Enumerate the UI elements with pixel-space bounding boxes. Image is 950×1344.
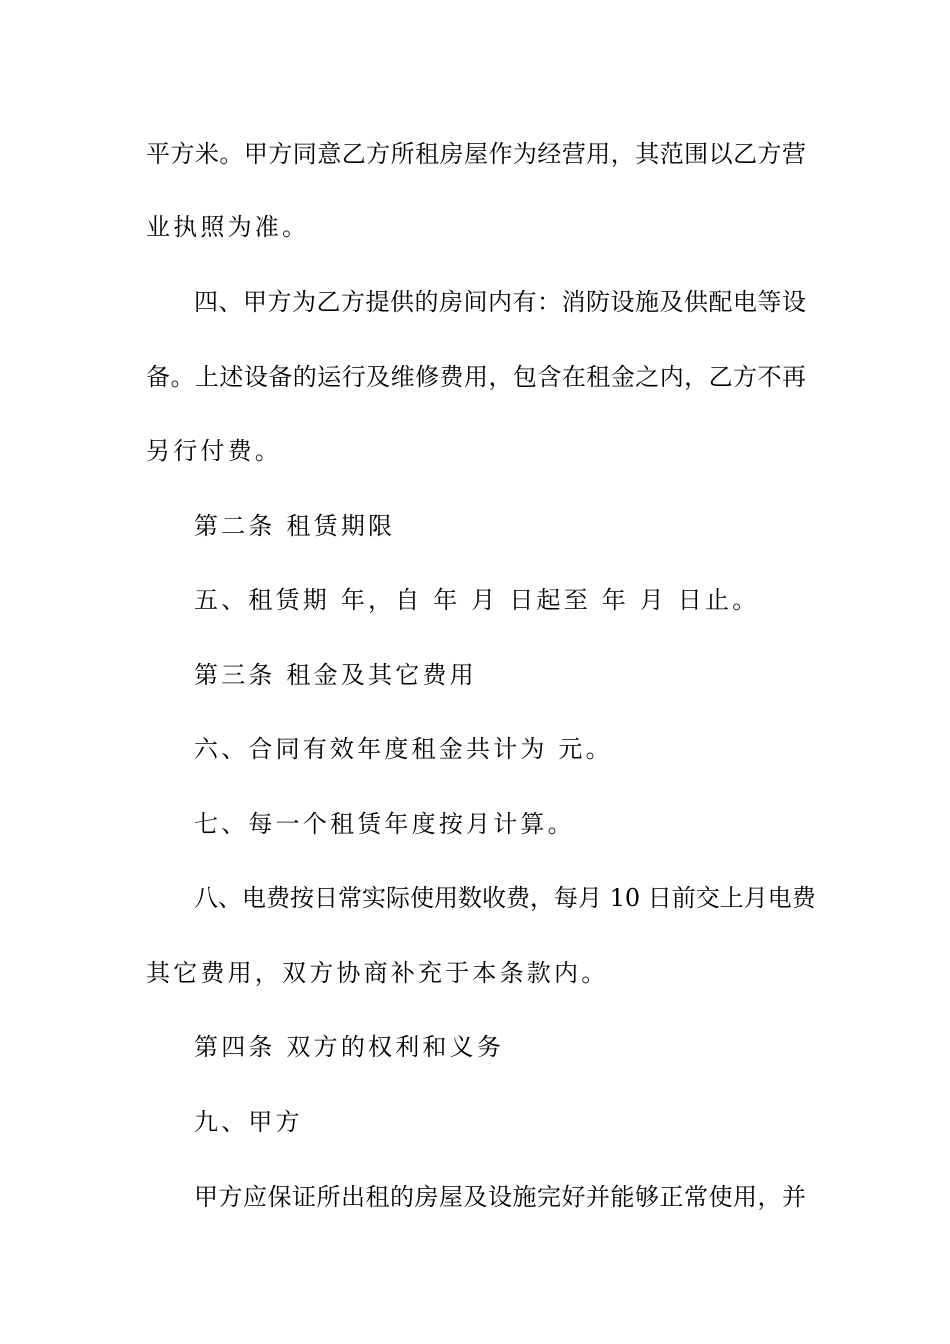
paragraph-line: 另行付费。 [146, 437, 282, 465]
clause-nine-heading: 九、甲方 [194, 1108, 303, 1136]
paragraph-line: 业执照为准。 [146, 213, 310, 241]
paragraph-line: 备。上述设备的运行及维修费用，包含在租金之内，乙方不再 [146, 363, 806, 391]
clause-five-line: 五、租赁期 年，自 年 月 日起至 年 月 日止。 [194, 586, 760, 614]
article-four-heading: 第四条 双方的权利和义务 [194, 1033, 505, 1061]
paragraph-line: 其它费用，双方协商补充于本条款内。 [146, 959, 609, 987]
clause-six-line: 六、合同有效年度租金共计为 元。 [194, 735, 613, 763]
clause-seven-line: 七、每一个租赁年度按月计算。 [194, 810, 575, 838]
clause-four-line: 四、甲方为乙方提供的房间内有：消防设施及供配电等设 [194, 288, 806, 316]
clause-eight-line: 八、电费按日常实际使用数收费，每月 10 日前交上月电费 [194, 884, 816, 912]
article-three-heading: 第三条 租金及其它费用 [194, 661, 477, 689]
paragraph-line: 平方米。甲方同意乙方所租房屋作为经营用，其范围以乙方营 [146, 140, 806, 168]
article-two-heading: 第二条 租赁期限 [194, 512, 396, 540]
paragraph-line: 甲方应保证所出租的房屋及设施完好并能够正常使用，并 [194, 1183, 806, 1211]
